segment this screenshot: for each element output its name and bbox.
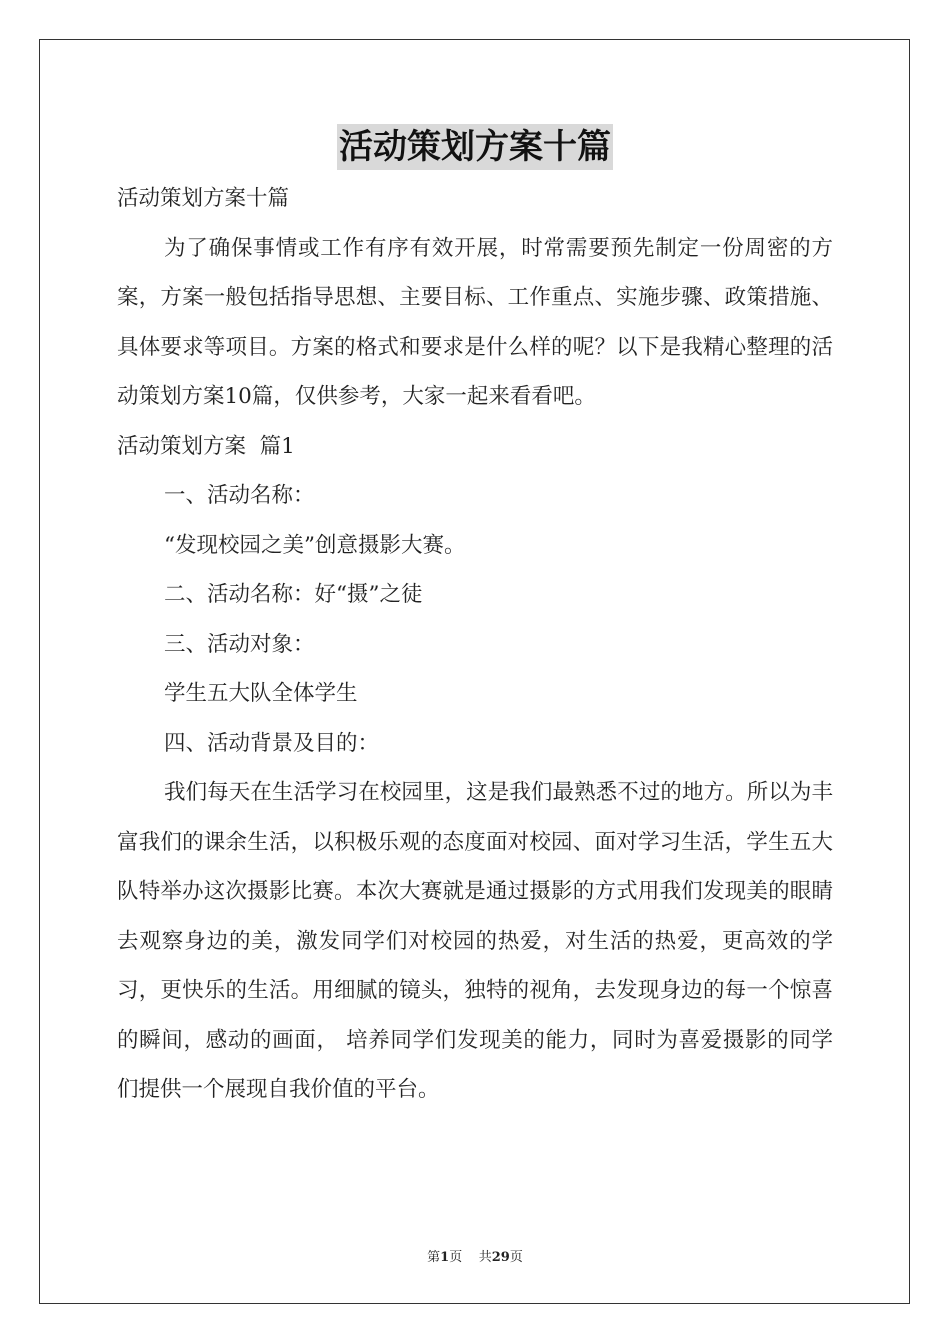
- item-background-label: 四、活动背景及目的：: [164, 730, 380, 756]
- document-title: 活动策划方案十篇: [337, 124, 613, 170]
- section-heading: 活动策划方案 篇1: [117, 433, 295, 459]
- footer-page-suffix: 页: [449, 1250, 463, 1265]
- item-activity-name-alt: 二、活动名称：好“摄”之徒: [164, 582, 423, 607]
- title-container: [0, 124, 950, 170]
- footer-total-suffix: 页: [509, 1250, 523, 1265]
- background-paragraph: 我们每天在生活学习在校园里，这是我们最熟悉不过的地方。所以为丰富我们的课余生活，以积极乐观的态度面对校园、面对学习生活，学生五大队特举办这次摄影比赛。本次大赛就是通过摄影的方式用我们发现美的眼睛去观察身边的美，激发同学们对校园的热爱，对生活的热爱，更高效的学习，更快乐的生活。用细腻的镜头，独特的视角，去发现身边的每一个惊喜的瞬间，感动的画面， 培养同学们发现美的能力，同时为喜爱摄影的同学们提供一个展现自我价值的平台。: [117, 780, 833, 1102]
- item-activity-target-label: 三、活动对象：: [164, 631, 315, 657]
- footer-total-prefix: 共: [478, 1250, 492, 1265]
- page-footer: [0, 1246, 950, 1265]
- item-activity-name-label: 一、活动名称：: [164, 483, 315, 508]
- document-body: [117, 174, 833, 1115]
- footer-page-prefix: 第: [427, 1250, 441, 1265]
- item-activity-name-value: “发现校园之美”创意摄影大赛。: [164, 532, 466, 558]
- item-activity-target-value: 学生五大队全体学生: [164, 681, 358, 706]
- intro-paragraph: 为了确保事情或工作有序有效开展，时常需要预先制定一份周密的方案，方案一般包括指导思想、主要目标、工作重点、实施步骤、政策措施、具体要求等项目。方案的格式和要求是什么样的呢？以下是我精心整理的活动策划方案10篇，仅供参考，大家一起来看看吧。: [117, 235, 833, 409]
- footer-page-current: 1: [440, 1250, 450, 1265]
- footer-page-total: 29: [491, 1250, 510, 1265]
- document-subtitle: 活动策划方案十篇: [117, 186, 290, 211]
